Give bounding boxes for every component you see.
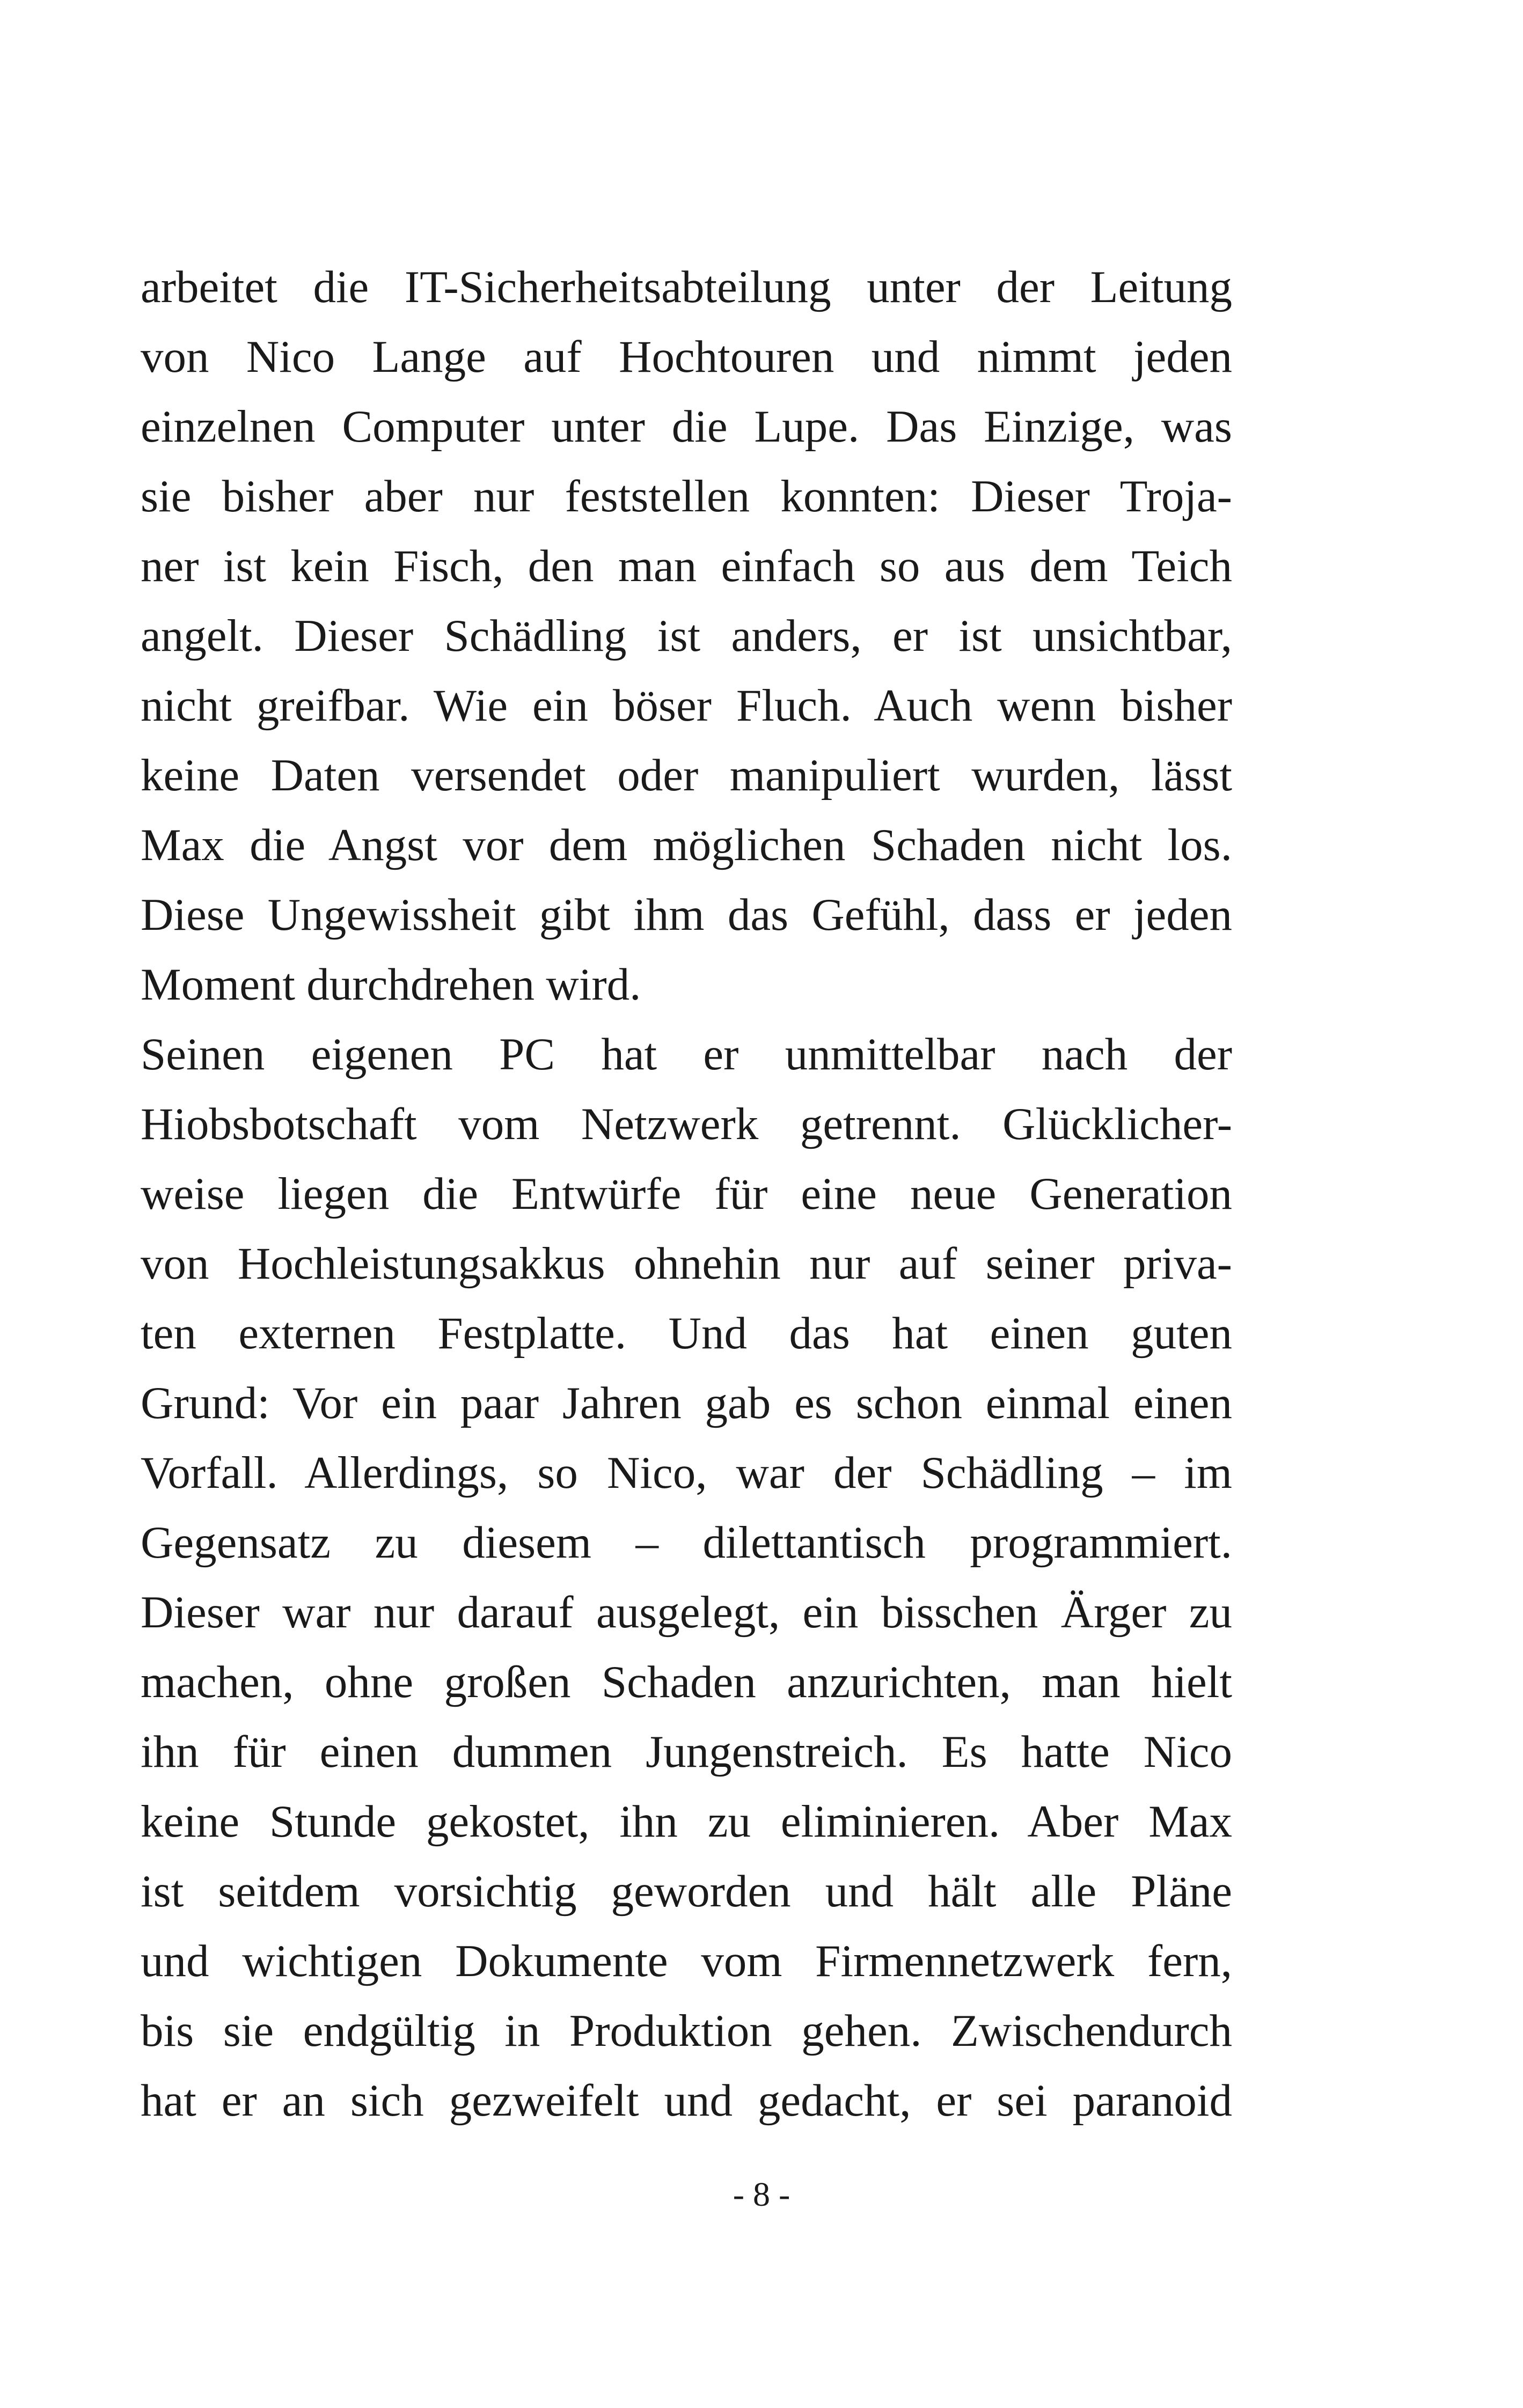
text-line: hat er an sich gezweifelt und gedacht, er sei paranoid	[141, 2075, 1232, 2126]
text-line: Dieser war nur darauf ausgelegt, ein bisschen Ärger zu	[141, 1587, 1232, 1638]
text-line: Max die Angst vor dem möglichen Schaden nicht los.	[141, 820, 1232, 870]
text-line: Gegensatz zu diesem – dilettantisch programmiert.	[141, 1517, 1232, 1568]
text-line: und wichtigen Dokumente vom Firmennetzwerk fern,	[141, 1936, 1232, 1986]
page-number: - 8 -	[733, 2175, 790, 2213]
text-line: einzelnen Computer unter die Lupe. Das Einzige, was	[141, 401, 1232, 452]
text-line: Seinen eigenen PC hat er unmittelbar nach der	[141, 1029, 1232, 1080]
text-line: von Hochleistungsakkus ohnehin nur auf seiner priva-	[141, 1238, 1232, 1289]
text-line: Vorfall. Allerdings, so Nico, war der Schädling – im	[141, 1448, 1232, 1498]
text-line: Moment durchdrehen wird.	[141, 959, 641, 1010]
text-line: ist seitdem vorsichtig geworden und hält alle Pläne	[141, 1866, 1232, 1917]
text-line: sie bisher aber nur feststellen konnten: Dieser Troja-	[141, 471, 1232, 522]
text-line: ihn für einen dummen Jungenstreich. Es hatte Nico	[141, 1727, 1232, 1777]
text-line: machen, ohne großen Schaden anzurichten, man hielt	[141, 1657, 1232, 1707]
text-line: keine Daten versendet oder manipuliert wurden, lässt	[141, 750, 1232, 801]
text-line: Grund: Vor ein paar Jahren gab es schon einmal einen	[141, 1378, 1232, 1428]
text-line: ner ist kein Fisch, den man einfach so aus dem Teich	[141, 541, 1232, 591]
body-text	[141, 252, 1232, 2135]
text-line: von Nico Lange auf Hochtouren und nimmt jeden	[141, 332, 1232, 382]
text-line: bis sie endgültig in Produktion gehen. Zwischendurch	[141, 2006, 1232, 2056]
text-line: ten externen Festplatte. Und das hat einen guten	[141, 1308, 1232, 1359]
text-line: angelt. Dieser Schädling ist anders, er ist unsichtbar,	[141, 611, 1232, 661]
text-line: arbeitet die IT-Sicherheitsabteilung unter der Leitung	[141, 262, 1232, 312]
text-line: Hiobsbotschaft vom Netzwerk getrennt. Glücklicher-	[141, 1099, 1232, 1149]
text-line: Diese Ungewissheit gibt ihm das Gefühl, dass er jeden	[141, 890, 1232, 940]
text-line: weise liegen die Entwürfe für eine neue Generation	[141, 1169, 1232, 1219]
text-line: keine Stunde gekostet, ihn zu eliminieren. Aber Max	[141, 1796, 1232, 1847]
text-line: nicht greifbar. Wie ein böser Fluch. Auch wenn bisher	[141, 680, 1232, 731]
